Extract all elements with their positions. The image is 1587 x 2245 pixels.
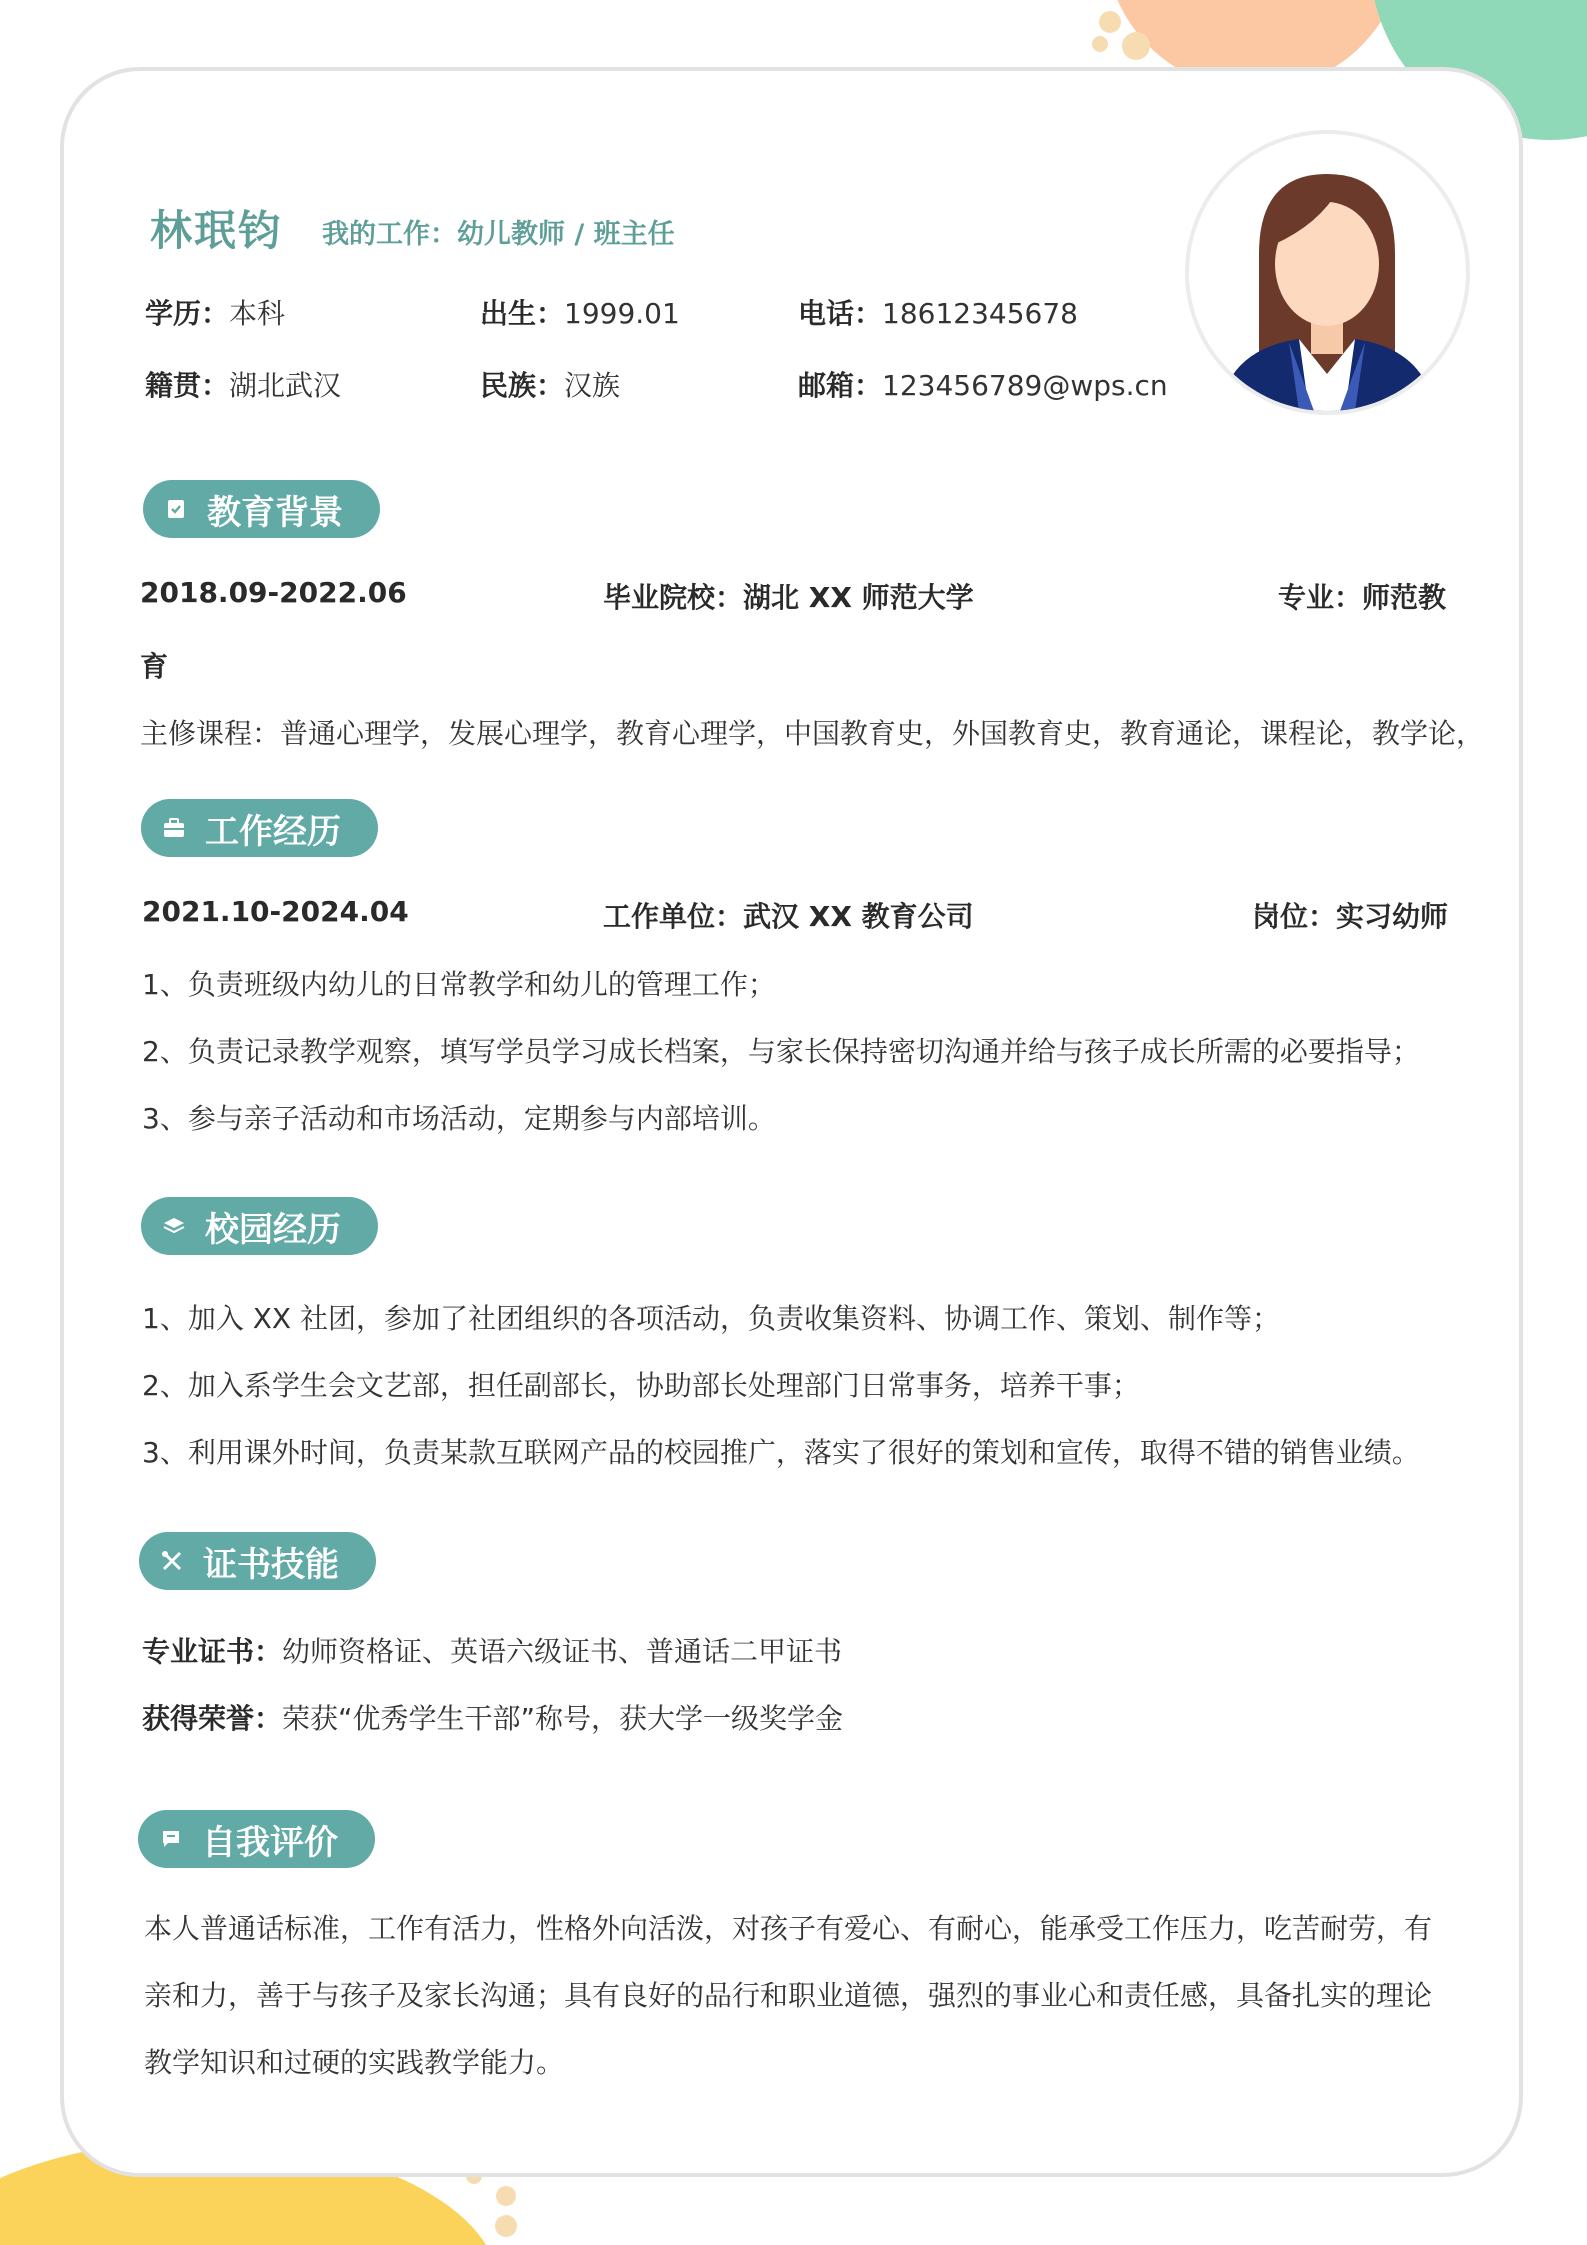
work-period: 2021.10-2024.04: [142, 895, 409, 928]
section-title-education: 教育背景: [143, 480, 380, 538]
education-period: 2018.09-2022.06: [140, 576, 407, 609]
info-birth: 出生：1999.01: [480, 297, 680, 330]
info-ethnicity: 民族：汉族: [480, 369, 621, 402]
info-email: 邮箱：123456789@wps.cn: [798, 369, 1168, 402]
work-item: 2、负责记录教学观察，填写学员学习成长档案，与家长保持密切沟通并给与孩子成长所需的必要指导；: [142, 1035, 1420, 1068]
campus-item: 2、加入系学生会文艺部，担任副部长，协助部长处理部门日常事务，培养干事；: [142, 1369, 1140, 1402]
section-title-skills: 证书技能: [139, 1532, 376, 1590]
campus-item: 3、利用课外时间，负责某款互联网产品的校园推广，落实了很好的策划和宣传，取得不错的销售业绩。: [142, 1436, 1420, 1469]
job-title: 我的工作：幼儿教师 / 班主任: [322, 219, 675, 250]
info-education: 学历：本科: [145, 297, 286, 330]
campus-item: 1、加入 XX 社团，参加了社团组织的各项活动，负责收集资料、协调工作、策划、制作等；: [142, 1302, 1280, 1335]
info-hometown: 籍贯：湖北武汉: [145, 369, 342, 402]
briefcase-icon: [163, 817, 185, 839]
avatar-illustration: [1189, 134, 1466, 411]
skills-certificates: 专业证书：幼师资格证、英语六级证书、普通话二甲证书: [142, 1635, 843, 1668]
education-major: 专业：师范教: [1278, 581, 1447, 614]
self-evaluation-line: 本人普通话标准，工作有活力，性格外向活泼，对孩子有爱心、有耐心，能承受工作压力，吃苦耐劳，有: [144, 1912, 1433, 1945]
dot: [1122, 32, 1150, 60]
message-icon: [160, 1828, 182, 1850]
layers-icon: [163, 1215, 185, 1237]
info-phone: 电话：18612345678: [798, 297, 1078, 330]
work-item: 3、参与亲子活动和市场活动，定期参与内部培训。: [142, 1102, 776, 1135]
section-title-campus: 校园经历: [141, 1197, 378, 1255]
skills-honors: 获得荣誉：荣获“优秀学生干部”称号，获大学一级奖学金: [142, 1702, 844, 1735]
dot: [496, 2186, 516, 2206]
self-evaluation-line: 教学知识和过硬的实践教学能力。: [144, 2046, 565, 2079]
dot: [495, 2215, 517, 2237]
work-company: 工作单位：武汉 XX 教育公司: [603, 900, 974, 933]
self-evaluation-line: 亲和力，善于与孩子及家长沟通；具有良好的品行和职业道德，强烈的事业心和责任感，具备扎实的理论: [144, 1979, 1433, 2012]
education-school: 毕业院校：湖北 XX 师范大学: [603, 581, 974, 614]
badge-icon: [165, 498, 187, 520]
work-item: 1、负责班级内幼儿的日常教学和幼儿的管理工作；: [142, 968, 776, 1001]
section-title-self: 自我评价: [138, 1810, 375, 1868]
work-position: 岗位：实习幼师: [1252, 900, 1449, 933]
section-title-work: 工作经历: [141, 799, 378, 857]
dot: [1099, 11, 1121, 33]
education-major-wrap: 育: [140, 650, 169, 683]
education-courses: 主修课程：普通心理学，发展心理学，教育心理学，中国教育史，外国教育史，教育通论，课程论，教学论，: [140, 717, 1485, 750]
candidate-name: 林珉钧: [150, 206, 283, 255]
avatar: [1185, 130, 1470, 415]
dot: [1092, 36, 1108, 52]
tools-icon: [161, 1550, 183, 1572]
